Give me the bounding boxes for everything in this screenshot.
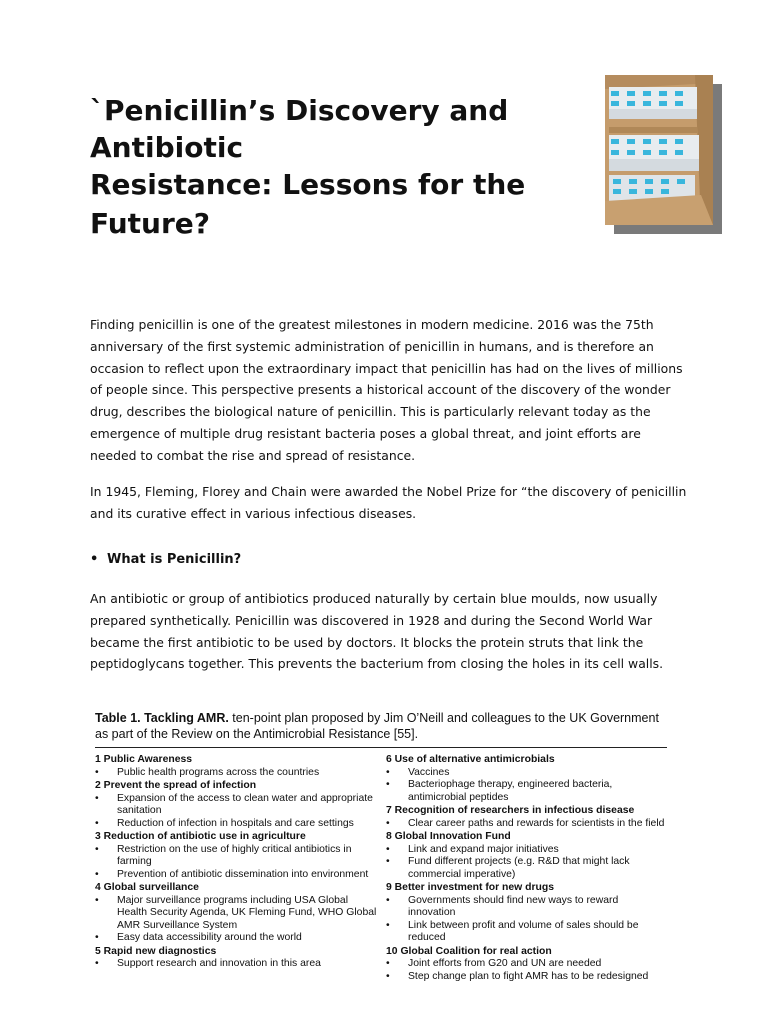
- table-list-item: [386, 958, 667, 971]
- title-line: Future?: [90, 207, 211, 240]
- table-rule: [95, 747, 667, 748]
- table-list-item: [95, 958, 377, 971]
- table-list-item: [386, 920, 667, 945]
- bullet: •: [95, 868, 99, 880]
- title-line: Resistance: Lessons for the: [90, 168, 526, 201]
- bullet: •: [386, 817, 390, 829]
- table-section-title: 9 Better investment for new drugs: [386, 882, 555, 893]
- bullet: •: [95, 843, 99, 855]
- bullet: •: [95, 894, 99, 906]
- table-caption-text: ten-point plan proposed by Jim O’Neill and colleagues to the UK Government as part of the Review on the Antimicrobial Resistance [55].: [95, 711, 659, 741]
- table-list-item-text: Vaccines: [408, 766, 450, 778]
- bullet: •: [90, 552, 99, 567]
- table-list-item-text: Expansion of the access to clean water and appropriate sanitation: [117, 792, 373, 816]
- document-title: [90, 92, 590, 242]
- table-caption-label: Table 1. Tackling AMR.: [95, 711, 229, 725]
- table-list-item-text: Prevention of antibiotic dissemination into environment: [117, 868, 369, 880]
- table-list-item-text: Clear career paths and rewards for scientists in the field: [408, 817, 665, 829]
- table-section-title: 2 Prevent the spread of infection: [95, 780, 257, 791]
- bullet: •: [95, 817, 99, 829]
- nobel-paragraph: In 1945, Fleming, Florey and Chain were awarded the Nobel Prize for “the discovery of penicillin and its curative effect in various infectious diseases.: [90, 484, 687, 521]
- bullet: •: [95, 792, 99, 804]
- table-list-item: [95, 869, 377, 882]
- table-list-item-text: Governments should find new ways to reward innovation: [408, 894, 619, 918]
- table-list-item-text: Restriction on the use of highly critical antibiotics in farming: [117, 843, 352, 867]
- table-section-title: 8 Global Innovation Fund: [386, 831, 511, 842]
- table-caption: [95, 710, 667, 742]
- table-list-item: [95, 932, 377, 945]
- table-section-title: 3 Reduction of antibiotic use in agriculture: [95, 831, 306, 842]
- bullet: •: [95, 932, 99, 943]
- table-list-item-text: Major surveillance programs including USA Global Health Security Agenda, UK Fleming Fund, WHO Global AMR Surveillance System: [117, 894, 377, 931]
- intro-paragraph: Finding penicillin is one of the greatest milestones in modern medicine. 2016 was the 75th anniversary of the first systemic administration of penicillin in humans, and is therefore an occasion to reflect upon the extraordinary impact that penicillin has had on the lives of millions of people since. This perspective presents a historical account of the discovery of the wonder drug, describes the biological nature of penicillin. This is particularly relevant today as the emergence of multiple drug resistant bacteria poses a global threat, and joint efforts are needed to combat the rise and spread of resistance.: [90, 317, 683, 463]
- medicine-boxes-photo: [605, 75, 713, 225]
- table-list-item: [386, 856, 667, 881]
- table-section-title: 4 Global surveillance: [95, 882, 199, 893]
- table-list-item: [386, 895, 667, 920]
- table-list-item-text: Fund different projects (e.g. R&D that might lack commercial imperative): [408, 856, 630, 880]
- title-line: Antibiotic: [90, 131, 244, 164]
- bullet: •: [386, 856, 390, 867]
- table-list-item-text: Reduction of infection in hospitals and care settings: [117, 817, 354, 829]
- amr-table: [95, 710, 667, 1013]
- bullet: •: [95, 766, 99, 778]
- title-line: `Penicillin’s Discovery and: [90, 94, 509, 127]
- table-section-title: 1 Public Awareness: [95, 754, 193, 765]
- table-left-column: [95, 753, 377, 971]
- bullet: •: [386, 919, 390, 931]
- bullet: •: [386, 766, 390, 778]
- table-list-item: [95, 793, 377, 818]
- bullet: •: [386, 843, 390, 855]
- bullet: •: [386, 894, 390, 906]
- table-list-item-text: Support research and innovation in this area: [117, 958, 321, 969]
- table-list-item: [386, 971, 667, 984]
- table-list-item-text: Link and expand major initiatives: [408, 843, 559, 855]
- table-section-title: 10 Global Coalition for real action: [386, 945, 552, 957]
- table-list-item-text: Bacteriophage therapy, engineered bacteria, antimicrobial peptides: [408, 779, 613, 803]
- table-list-item: [95, 844, 377, 869]
- table-right-column: [386, 753, 667, 983]
- table-list-item: [95, 818, 377, 831]
- table-list-item: [386, 818, 667, 831]
- table-section-title: 7 Recognition of researchers in infectious disease: [386, 805, 635, 816]
- table-list-item: [386, 767, 667, 780]
- what-is-paragraph: An antibiotic or group of antibiotics produced naturally by certain blue moulds, now usually prepared synthetically. Penicillin was discovered in 1928 and during the Second World War became the first antibiotic to be used by doctors. It blocks the protein struts that link the peptidoglycans together. This prevents the bacterium from closing the holes in its cell walls.: [90, 591, 664, 672]
- table-list-item: [386, 779, 667, 804]
- bullet: •: [386, 958, 390, 969]
- table-section-title: 6 Use of alternative antimicrobials: [386, 754, 555, 765]
- table-list-item: [95, 767, 377, 780]
- table-list-item-text: Easy data accessibility around the world: [117, 932, 302, 943]
- table-section-title: 5 Rapid new diagnostics: [95, 945, 217, 957]
- section-heading-text: What is Penicillin?: [107, 552, 242, 567]
- bullet: •: [386, 779, 390, 790]
- table-list-item: [95, 895, 377, 933]
- section-heading: [90, 552, 241, 567]
- table-list-item-text: Step change plan to fight AMR has to be redesigned: [408, 970, 649, 982]
- table-list-item-text: Joint efforts from G20 and UN are needed: [408, 958, 602, 969]
- table-list-item-text: Link between profit and volume of sales should be reduced: [408, 919, 639, 943]
- table-list-item-text: Public health programs across the countries: [117, 766, 320, 778]
- bullet: •: [95, 958, 99, 969]
- bullet: •: [386, 970, 390, 982]
- table-list-item: [386, 844, 667, 857]
